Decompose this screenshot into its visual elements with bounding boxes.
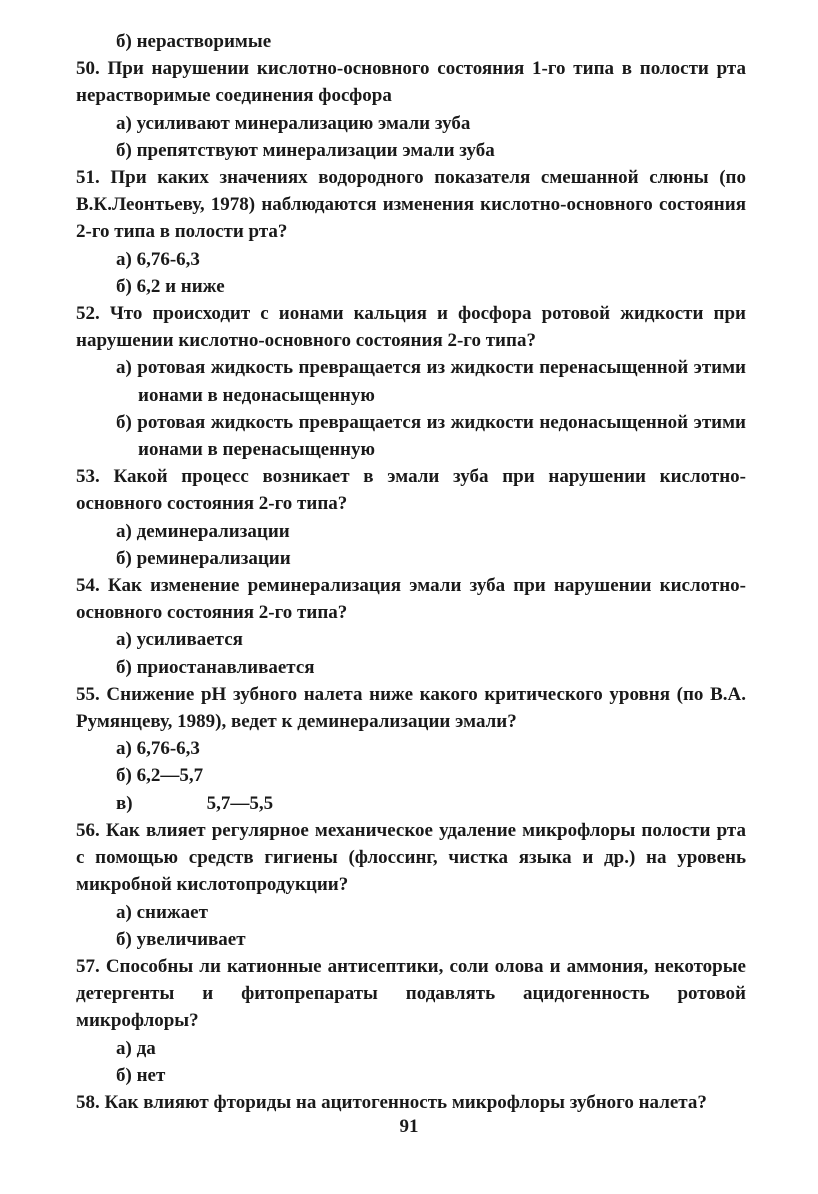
question-text: 55. Снижение pH зубного налета ниже какого критического уровня (по В.А. Румянцеву, 1989), ведет к деминерализации эмали? — [76, 683, 746, 733]
answer-option: б) препятствуют минерализации эмали зуба — [116, 139, 495, 161]
answer-option: а) да — [116, 1037, 156, 1059]
question-text: 50. При нарушении кислотно-основного состояния 1-го типа в полости рта нерастворимые соединения фосфора — [76, 58, 746, 107]
answer-option: а) усиливается — [116, 629, 243, 651]
answer-option: б) увеличивает — [116, 928, 246, 950]
question-text: 57. Способны ли катионные антисептики, соли олова и аммония, некоторые детергенты и фитопрепараты подавлять ацидогенность ротовой микрофлоры? — [76, 955, 746, 1032]
answer-option: а) снижает — [116, 901, 208, 923]
answer-option: а) деминерализации — [116, 520, 290, 542]
page-body — [76, 28, 746, 1116]
answer-option: а) 6,76-6,3 — [116, 248, 200, 270]
answer-option: б) реминерализации — [116, 547, 291, 569]
answer-option: б) нерастворимые — [116, 31, 272, 52]
question-text: 53. Какой процесс возникает в эмали зуба при нарушении кислотно-основного состояния 2-го типа? — [76, 466, 746, 515]
page-number: 91 — [399, 1116, 419, 1137]
question-text: 56. Как влияет регулярное механическое удаление микрофлоры полости рта с помощью средств гигиены (флоссинг, чистка языка и др.) на уровень микробной кислотопродукции? — [76, 819, 746, 896]
question-text: 58. Как влияют фториды на ацитогенность микрофлоры зубного налета? — [76, 1091, 707, 1113]
answer-option-label: в) — [116, 792, 133, 814]
question-text: 51. При каких значениях водородного показателя смешанной слюны (по В.К.Леонтьеву, 1978) наблюдаются изменения кислотно-основного состояния 2-го типа в полости рта? — [76, 167, 746, 243]
answer-option: б) приостанавливается — [116, 656, 315, 678]
question-text: 52. Что происходит с ионами кальция и фосфора ротовой жидкости при нарушении кислотно-основного состояния 2-го типа? — [76, 303, 746, 352]
answer-option: б) нет — [116, 1064, 166, 1086]
answer-option: б) 6,2—5,7 — [116, 765, 204, 787]
answer-option: а) 6,76-6,3 — [116, 738, 200, 760]
question-text: 54. Как изменение реминерализация эмали зуба при нарушении кислотно-основного состояния 2-го типа? — [76, 575, 746, 624]
answer-option: а) ротовая жидкость превращается из жидкости перенасыщенной этими ионами в недонасыщенную — [116, 357, 746, 406]
answer-option: б) 6,2 и ниже — [116, 275, 225, 297]
answer-option: б) ротовая жидкость превращается из жидкости недонасыщенной этими ионами в перенасыщенную — [116, 411, 746, 461]
answer-option-value: 5,7—5,5 — [206, 792, 274, 814]
answer-option: а) усиливают минерализацию эмали зуба — [116, 112, 471, 134]
answer-option — [76, 790, 746, 817]
